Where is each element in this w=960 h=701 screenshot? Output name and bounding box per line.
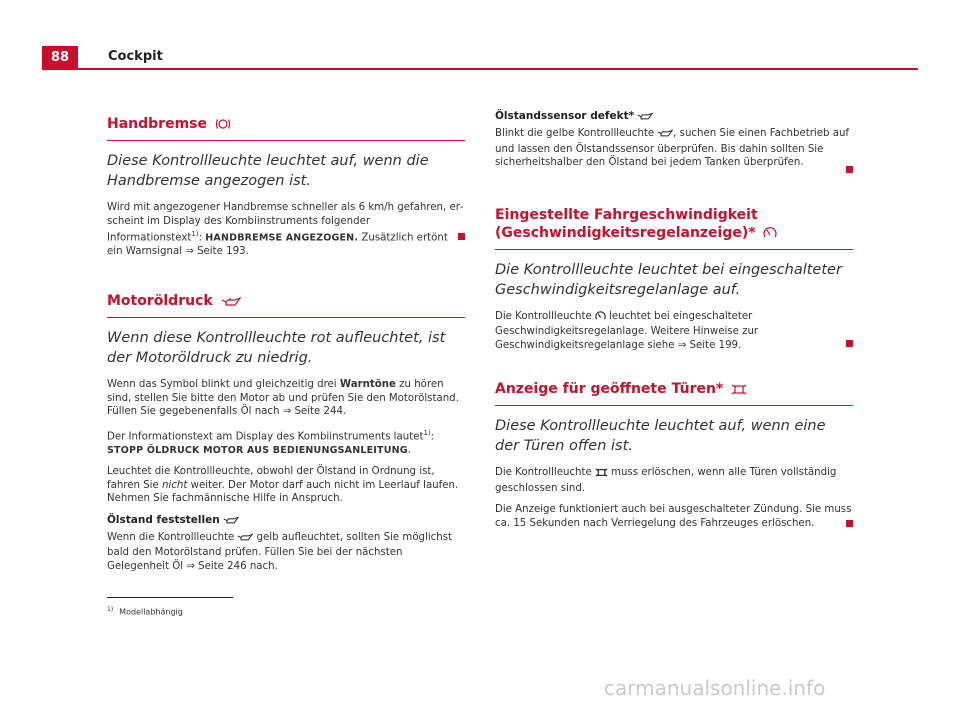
body-motoroeldruck-2: Der Informationstext am Display des Kombiinstruments lautet$^{1)}$: STOPP ÖLDRUCK MOTOR AUS BEDIENUNGSANLEITUNG.: [107, 428, 435, 456]
body-handbremse-box: [107, 201, 465, 258]
subheading-oelstand: Ölstand feststellen: [107, 514, 465, 528]
header-rule: [42, 68, 918, 70]
section-title-geschwindigkeit: Eingestellte Fahrgeschwindigkeit (Geschwindigkeitsregelanzeige)*: [495, 206, 853, 250]
footnote-rule: [107, 597, 233, 598]
body-geschwindigkeit-box: [495, 310, 853, 353]
parking-brake-icon: [215, 117, 231, 135]
body-geschwindigkeit: Die Kontrollleuchte leuchtet bei eingeschalteter Geschwindigkeitsregelanlage. Weitere Hinweise zur Geschwindigkeitsregelanlage siehe ⇒ Seite 199.: [495, 310, 759, 351]
section-title-tueren: Anzeige für geöffnete Türen*: [495, 380, 853, 406]
body-tueren-1: Die Kontrollleuchte muss erlöschen, wenn alle Türen vollständig geschlossen sind.: [495, 467, 837, 494]
oil-can-icon: [237, 533, 253, 547]
lead-motoroeldruck: Wenn diese Kontrollleuchte rot aufleuchtet, ist der Motoröldruck zu niedrig.: [107, 330, 446, 367]
lead-geschwindigkeit: Die Kontrollleuchte leuchtet bei eingeschalteter Geschwindigkeitsregelanlage auf.: [495, 261, 842, 298]
section-title-motoroeldruck: Motoröldruck: [107, 292, 465, 318]
speedometer-icon: [595, 311, 606, 326]
page-number: 88: [42, 46, 78, 68]
section-end-marker: [846, 340, 853, 347]
section-end-marker: [846, 520, 853, 527]
watermark: carmanualsonline.info: [604, 676, 826, 700]
section-tueren: [495, 380, 853, 530]
section-title-handbremse: Handbremse: [107, 115, 465, 141]
section-motoroeldruck: [107, 292, 465, 573]
open-doors-icon: [731, 382, 747, 400]
body-motoroeldruck-1: Wenn das Symbol blinkt und gleichzeitig drei Warntöne zu hören sind, stellen Sie bitte den Motor ab und prüfen Sie den Motorölstand. Füllen Sie gegebenenfalls Öl nach ⇒ Seite 244.: [107, 379, 459, 418]
section-oelstandssensor: [495, 110, 853, 170]
open-doors-icon: [595, 468, 608, 482]
subheading-oelstandssensor: Ölstandssensor defekt*: [495, 110, 853, 124]
body-oelstandssensor: Blinkt die gelbe Kontrollleuchte , suchen Sie einen Fachbetrieb auf und lassen den Ölstandssensor überprüfen. Bis dahin sollten Sie sicherheitshalber den Ölstand bei jedem Tanken überprüfen.: [495, 128, 849, 168]
right-column: [495, 110, 853, 550]
section-geschwindigkeit: [495, 206, 853, 353]
section-handbremse: [107, 115, 465, 258]
oil-can-icon: [637, 112, 653, 124]
footnote: $^{1)}$ Modellabhängig: [107, 606, 183, 617]
body-handbremse: Wird mit angezogener Handbremse schneller als 6 km/h gefahren, erscheint im Display des Kombiinstruments folgender Informationstext$^{1)}$: HANDBREMSE ANGEZOGEN. Zusätzlich ertönt ein Warnsignal ⇒ Seite 193.: [107, 202, 464, 257]
body-tueren-box: [495, 503, 853, 530]
lead-tueren: Diese Kontrollleuchte leuchtet auf, wenn eine der Türen offen ist.: [495, 418, 826, 454]
oil-can-icon: [221, 294, 241, 312]
lead-handbremse: Diese Kontrollleuchte leuchtet auf, wenn die Handbremse angezogen ist.: [107, 153, 429, 189]
section-end-marker: [458, 233, 465, 240]
body-motoroeldruck-3: Leuchtet die Kontrollleuchte, obwohl der Ölstand in Ordnung ist, fahren Sie nicht weiter. Der Motor darf auch nicht im Leerlauf laufen. Nehmen Sie fachmännische Hilfe in Anspruch.: [107, 466, 459, 505]
oil-can-icon: [657, 129, 673, 143]
body-motoroeldruck-4: Wenn die Kontrollleuchte gelb aufleuchtet, sollten Sie möglichst bald den Motorölstand prüfen. Füllen Sie bei der nächsten Gelegenheit Öl ⇒ Seite 246 nach.: [107, 531, 453, 572]
left-column: [107, 115, 465, 593]
chapter-title: Cockpit: [108, 49, 163, 64]
oil-can-icon: [223, 516, 239, 528]
section-end-marker: [846, 166, 853, 173]
body-tueren-2: Die Anzeige funktioniert auch bei ausgeschalteter Zündung. Sie muss ca. 15 Sekunden nach Verriegelung des Fahrzeuges erlöschen.: [495, 504, 852, 529]
speedometer-icon: [763, 226, 777, 244]
